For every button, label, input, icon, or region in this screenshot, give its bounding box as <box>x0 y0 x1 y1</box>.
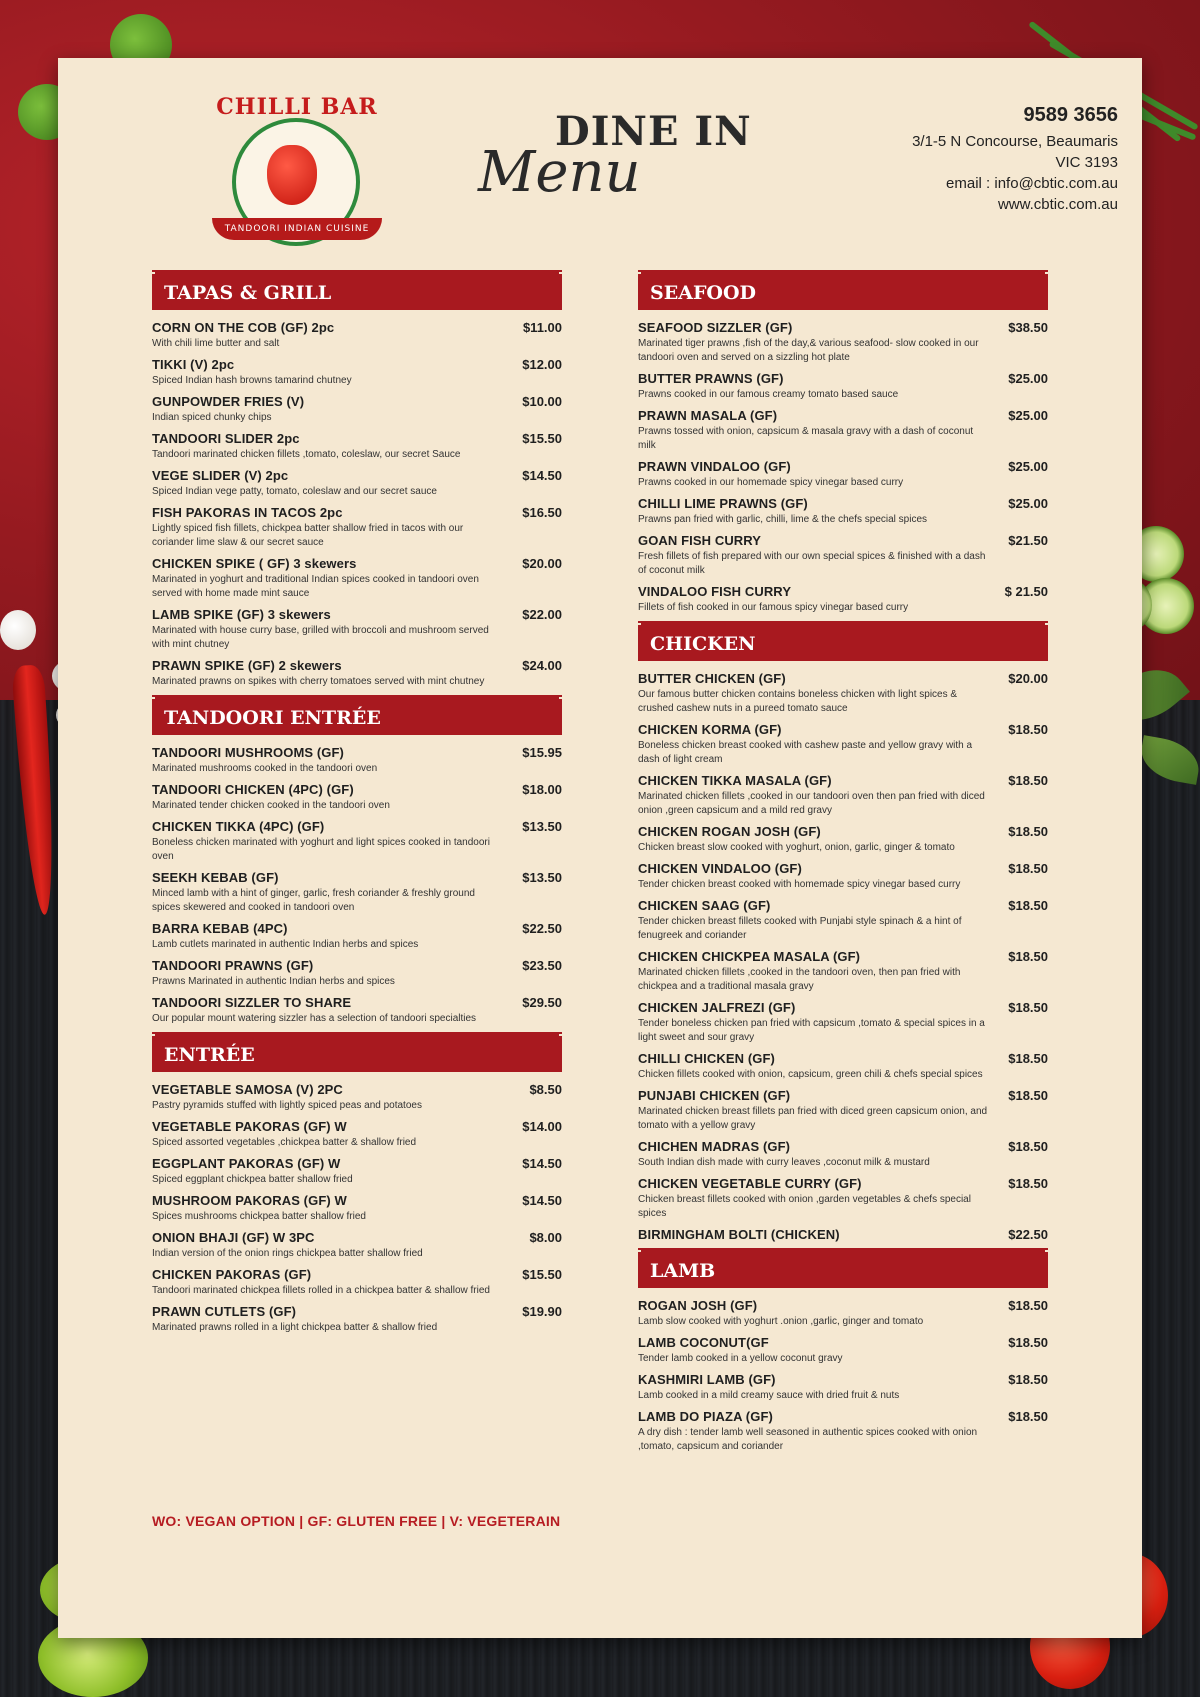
menu-item-row <box>638 1409 1048 1424</box>
menu-item-price: $19.90 <box>522 1304 562 1319</box>
menu-item-price: $25.00 <box>1008 496 1048 511</box>
menu-item-price: $22.50 <box>1008 1227 1048 1242</box>
menu-item <box>152 782 562 813</box>
menu-item-name: TANDOORI SLIDER 2pc <box>152 431 300 446</box>
menu-item-description: Prawns cooked in our homemade spicy vinegar based curry <box>638 477 904 488</box>
menu-item <box>152 431 562 462</box>
menu-item-row <box>638 824 1048 839</box>
menu-item-description: Lamb cooked in a mild creamy sauce with dried fruit & nuts <box>638 1390 900 1401</box>
menu-item-row <box>152 1304 562 1319</box>
brand-logo <box>212 90 402 260</box>
menu-item-name: ROGAN JOSH (GF) <box>638 1298 758 1313</box>
menu-item-description: With chili lime butter and salt <box>152 338 280 349</box>
menu-item-name: CHICKEN VINDALOO (GF) <box>638 861 802 876</box>
chili-mascot-icon <box>267 145 317 205</box>
menu-item-price: $22.50 <box>522 921 562 936</box>
menu-item-name: MUSHROOM PAKORAS (GF) W <box>152 1193 347 1208</box>
menu-item-row <box>638 1176 1048 1191</box>
menu-item-row <box>638 496 1048 511</box>
menu-item-price: $20.00 <box>1008 671 1048 686</box>
menu-item-name: CHICHEN MADRAS (GF) <box>638 1139 791 1154</box>
title-menu-script: Menu <box>478 140 641 205</box>
menu-item-row <box>638 1227 1048 1242</box>
menu-item-name: CHICKEN KORMA (GF) <box>638 722 782 737</box>
menu-item-description: Our popular mount watering sizzler has a selection of tandoori specialties <box>152 1013 477 1024</box>
menu-item-description: Prawns cooked in our famous creamy tomato based sauce <box>638 389 899 400</box>
section-heading: TAPAS & GRILL <box>152 274 562 310</box>
menu-section <box>638 625 1048 1242</box>
menu-item-description: Boneless chicken marinated with yoghurt and light spices cooked in tandoori oven <box>152 837 490 862</box>
menu-item-name: SEAFOOD SIZZLER (GF) <box>638 320 793 335</box>
address-line-1: 3/1-5 N Concourse, Beaumaris <box>912 133 1118 150</box>
menu-item-row <box>638 773 1048 788</box>
menu-item-price: $15.50 <box>522 431 562 446</box>
menu-item-price: $38.50 <box>1008 320 1048 335</box>
menu-item-description: Prawns Marinated in authentic Indian herbs and spices <box>152 976 395 987</box>
menu-item <box>638 1372 1048 1403</box>
menu-item-price: $18.50 <box>1008 1139 1048 1154</box>
menu-item <box>638 824 1048 855</box>
menu-item-price: $13.50 <box>522 870 562 885</box>
menu-item-price: $13.50 <box>522 819 562 834</box>
menu-item-row <box>638 1372 1048 1387</box>
menu-item-name: CORN ON THE COB (GF) 2pc <box>152 320 335 335</box>
menu-item-row <box>638 408 1048 423</box>
menu-item-price: $18.50 <box>1008 1000 1048 1015</box>
contact-block <box>912 104 1118 215</box>
menu-item-price: $18.50 <box>1008 1409 1048 1424</box>
menu-item <box>638 584 1048 615</box>
menu-item-name: CHICKEN PAKORAS (GF) <box>152 1267 312 1282</box>
menu-item-row <box>152 1230 562 1245</box>
menu-item-name: CHICKEN SPIKE ( GF) 3 skewers <box>152 556 357 571</box>
menu-item <box>152 468 562 499</box>
menu-item-price: $10.00 <box>522 394 562 409</box>
menu-item <box>152 394 562 425</box>
menu-item-name: TANDOORI MUSHROOMS (GF) <box>152 745 344 760</box>
menu-item-row <box>152 819 562 834</box>
menu-item-price: $18.50 <box>1008 898 1048 913</box>
menu-section <box>152 1036 562 1335</box>
menu-item-row <box>638 722 1048 737</box>
section-heading: SEAFOOD <box>638 274 1048 310</box>
menu-item-description: Marinated chicken breast fillets pan fried with diced green capsicum onion, and tomato with a yellow gravy <box>638 1106 988 1131</box>
menu-item-row <box>638 371 1048 386</box>
menu-section <box>152 699 562 1026</box>
menu-item <box>152 870 562 915</box>
menu-item-name: PUNJABI CHICKEN (GF) <box>638 1088 791 1103</box>
phone-number: 9589 3656 <box>1023 104 1118 126</box>
menu-item-row <box>152 431 562 446</box>
menu-item <box>638 1051 1048 1082</box>
menu-section <box>638 274 1048 615</box>
menu-item-row <box>152 1193 562 1208</box>
menu-item-price: $ 21.50 <box>1004 584 1048 599</box>
menu-item-price: $18.50 <box>1008 1335 1048 1350</box>
menu-item-name: VEGETABLE SAMOSA (V) 2PC <box>152 1082 343 1097</box>
menu-item <box>638 1335 1048 1366</box>
menu-item-name: LAMB COCONUT(GF <box>638 1335 769 1350</box>
menu-item-price: $18.50 <box>1008 1298 1048 1313</box>
menu-item-description: Fillets of fish cooked in our famous spicy vinegar based curry <box>638 602 909 613</box>
menu-item-description: Chicken breast fillets cooked with onion ,garden vegetables & chefs special spices <box>638 1194 971 1219</box>
menu-item-price: $25.00 <box>1008 408 1048 423</box>
menu-item-name: SEEKH KEBAB (GF) <box>152 870 279 885</box>
menu-item-price: $21.50 <box>1008 533 1048 548</box>
menu-item-row <box>152 1267 562 1282</box>
menu-item <box>152 1304 562 1335</box>
menu-item-row <box>638 861 1048 876</box>
section-heading: TANDOORI ENTRÉE <box>152 699 562 735</box>
menu-item-description: Tandoori marinated chicken fillets ,tomato, coleslaw, our secret Sauce <box>152 449 461 460</box>
menu-item-row <box>152 782 562 797</box>
menu-item-name: CHICKEN SAAG (GF) <box>638 898 771 913</box>
menu-item-price: $18.00 <box>522 782 562 797</box>
menu-item-description: Our famous butter chicken contains boneless chicken with light spices & crushed cashew nuts in a pureed tomato sauce <box>638 689 958 714</box>
menu-item-price: $8.50 <box>529 1082 562 1097</box>
menu-item-price: $12.00 <box>522 357 562 372</box>
menu-item-price: $18.50 <box>1008 1176 1048 1191</box>
menu-item <box>152 320 562 351</box>
menu-item-row <box>638 459 1048 474</box>
menu-item-row <box>152 921 562 936</box>
menu-item-name: PRAWN CUTLETS (GF) <box>152 1304 297 1319</box>
menu-item-row <box>638 1088 1048 1103</box>
menu-item <box>152 556 562 601</box>
menu-item <box>152 1230 562 1261</box>
menu-item-row <box>152 394 562 409</box>
menu-item-name: GOAN FISH CURRY <box>638 533 762 548</box>
menu-item-description: Marinated chicken fillets ,cooked in our tandoori oven then pan fried with diced onion ,green capsicum and a mild red gravy <box>638 791 985 816</box>
menu-item-description: Prawns tossed with onion, capsicum & masala gravy with a dash of coconut milk <box>638 426 974 451</box>
menu-item-description: Marinated prawns rolled in a light chickpea batter & shallow fried <box>152 1322 438 1333</box>
menu-item <box>638 1298 1048 1329</box>
menu-item-price: $11.00 <box>522 320 562 335</box>
website: www.cbtic.com.au <box>997 196 1118 213</box>
menu-item-name: EGGPLANT PAKORAS (GF) W <box>152 1156 341 1171</box>
menu-item <box>152 1119 562 1150</box>
menu-item-description: Lightly spiced fish fillets, chickpea batter shallow fried in tacos with our coriander lime slaw & our secret sauce <box>152 523 464 548</box>
menu-item-description: Indian version of the onion rings chickpea batter shallow fried <box>152 1248 423 1259</box>
menu-item-row <box>152 958 562 973</box>
menu-item-description: Tender boneless chicken pan fried with capsicum ,tomato & special spices in a light sweet and sour gravy <box>638 1018 985 1043</box>
menu-item-description: Chicken breast slow cooked with yoghurt, onion, garlic, ginger & tomato <box>638 842 955 853</box>
menu-item-row <box>638 584 1048 599</box>
menu-item-name: CHICKEN TIKKA (4PC) (GF) <box>152 819 325 834</box>
menu-item <box>638 1139 1048 1170</box>
menu-item-description: Tender chicken breast cooked with homemade spicy vinegar based curry <box>638 879 961 890</box>
menu-item-description: Boneless chicken breast cooked with cashew paste and yellow gravy with a dash of light cream <box>638 740 973 765</box>
menu-item-row <box>152 745 562 760</box>
menu-item-name: BUTTER CHICKEN (GF) <box>638 671 786 686</box>
dietary-legend: WO: VEGAN OPTION | GF: GLUTEN FREE | V: VEGETERAIN <box>152 1513 561 1529</box>
menu-item-name: CHILLI LIME PRAWNS (GF) <box>638 496 808 511</box>
menu-item-price: $18.50 <box>1008 1051 1048 1066</box>
menu-item-description: Tandoori marinated chickpea fillets rolled in a chickpea batter & shallow fried <box>152 1285 490 1296</box>
menu-item <box>152 1156 562 1187</box>
menu-item-name: VINDALOO FISH CURRY <box>638 584 792 599</box>
left-column <box>152 274 562 1345</box>
menu-item-row <box>638 949 1048 964</box>
menu-item-description: Marinated chicken fillets ,cooked in the tandoori oven, then pan fried with chickpea and a traditional masala gravy <box>638 967 961 992</box>
menu-item <box>638 722 1048 767</box>
menu-item-description: Marinated mushrooms cooked in the tandoori oven <box>152 763 378 774</box>
menu-item-name: CHICKEN ROGAN JOSH (GF) <box>638 824 821 839</box>
menu-item-price: $25.00 <box>1008 459 1048 474</box>
menu-item-price: $24.00 <box>522 658 562 673</box>
menu-item <box>638 898 1048 943</box>
email: email : info@cbtic.com.au <box>946 175 1118 192</box>
menu-item-row <box>638 898 1048 913</box>
menu-item <box>152 1267 562 1298</box>
menu-item-description: Minced lamb with a hint of ginger, garlic, fresh coriander & freshly ground spices skewered and cooked in tandoori oven <box>152 888 475 913</box>
menu-item <box>638 773 1048 818</box>
menu-item-price: $8.00 <box>529 1230 562 1245</box>
right-column <box>638 274 1048 1464</box>
menu-item-description: Lamb cutlets marinated in authentic Indian herbs and spices <box>152 939 419 950</box>
menu-item <box>638 533 1048 578</box>
menu-item <box>638 1227 1048 1242</box>
menu-item-row <box>638 1335 1048 1350</box>
menu-item-row <box>152 320 562 335</box>
menu-item <box>638 496 1048 527</box>
section-heading: LAMB <box>638 1252 1048 1288</box>
menu-item-name: PRAWN VINDALOO (GF) <box>638 459 791 474</box>
menu-item <box>638 320 1048 365</box>
menu-item <box>638 1088 1048 1133</box>
menu-item-row <box>638 1298 1048 1313</box>
brand-name: CHILLI BAR <box>216 94 378 120</box>
menu-item-name: VEGETABLE PAKORAS (GF) W <box>152 1119 347 1134</box>
menu-item <box>152 995 562 1026</box>
menu-item-description: Marinated tender chicken cooked in the tandoori oven <box>152 800 390 811</box>
menu-item-description: Spices mushrooms chickpea batter shallow fried <box>152 1211 366 1222</box>
menu-item-price: $18.50 <box>1008 1372 1048 1387</box>
brand-tagline: TANDOORI INDIAN CUISINE <box>212 218 382 240</box>
menu-item-name: TANDOORI SIZZLER TO SHARE <box>152 995 352 1010</box>
menu-item-name: BUTTER PRAWNS (GF) <box>638 371 784 386</box>
menu-item-row <box>152 1119 562 1134</box>
menu-item <box>638 671 1048 716</box>
menu-item-row <box>152 1082 562 1097</box>
menu-item-description: South Indian dish made with curry leaves ,coconut milk & mustard <box>638 1157 930 1168</box>
menu-item-price: $18.50 <box>1008 949 1048 964</box>
menu-item <box>152 921 562 952</box>
menu-item-name: LAMB DO PIAZA (GF) <box>638 1409 773 1424</box>
menu-item-description: Marinated prawns on spikes with cherry tomatoes served with mint chutney <box>152 676 485 687</box>
menu-item <box>638 1176 1048 1221</box>
menu-item <box>638 1409 1048 1454</box>
menu-item-name: TIKKI (V) 2pc <box>152 357 235 372</box>
menu-item-row <box>638 1051 1048 1066</box>
menu-item-name: TANDOORI PRAWNS (GF) <box>152 958 314 973</box>
garlic-icon <box>0 610 36 650</box>
menu-item <box>638 408 1048 453</box>
menu-item-description: Spiced assorted vegetables ,chickpea batter & shallow fried <box>152 1137 417 1148</box>
menu-item-price: $23.50 <box>522 958 562 973</box>
menu-section <box>638 1252 1048 1454</box>
menu-item-row <box>152 1156 562 1171</box>
menu-item-row <box>638 1000 1048 1015</box>
menu-item-name: BIRMINGHAM BOLTI (CHICKEN) <box>638 1227 840 1242</box>
menu-item-price: $22.00 <box>522 607 562 622</box>
menu-item-row <box>152 658 562 673</box>
menu-item-price: $18.50 <box>1008 722 1048 737</box>
menu-item-row <box>152 607 562 622</box>
menu-item-name: PRAWN MASALA (GF) <box>638 408 778 423</box>
menu-item-row <box>152 556 562 571</box>
menu-item-price: $14.50 <box>522 468 562 483</box>
menu-item-description: Fresh fillets of fish prepared with our own special spices & finished with a dash of coconut milk <box>638 551 986 576</box>
menu-item-price: $18.50 <box>1008 773 1048 788</box>
menu-item <box>152 745 562 776</box>
menu-item <box>152 607 562 652</box>
menu-item-description: Spiced Indian hash browns tamarind chutney <box>152 375 352 386</box>
menu-item <box>152 819 562 864</box>
menu-item-price: $15.95 <box>522 745 562 760</box>
menu-item-description: Marinated tiger prawns ,fish of the day,& various seafood- slow cooked in our tandoori oven and served on a sizzling hot plate <box>638 338 979 363</box>
menu-item <box>638 861 1048 892</box>
menu-item-row <box>152 505 562 520</box>
menu-section <box>152 274 562 689</box>
menu-item <box>638 949 1048 994</box>
menu-item <box>152 958 562 989</box>
menu-item-description: Marinated in yoghurt and traditional Indian spices cooked in tandoori oven served with home made mint sauce <box>152 574 479 599</box>
menu-item-name: CHICKEN VEGETABLE CURRY (GF) <box>638 1176 862 1191</box>
menu-item-name: LAMB SPIKE (GF) 3 skewers <box>152 607 331 622</box>
menu-item <box>152 658 562 689</box>
menu-item <box>152 1193 562 1224</box>
menu-item <box>638 371 1048 402</box>
menu-item-price: $16.50 <box>522 505 562 520</box>
menu-item-name: CHICKEN JALFREZI (GF) <box>638 1000 796 1015</box>
menu-item-name: CHICKEN TIKKA MASALA (GF) <box>638 773 832 788</box>
section-heading: ENTRÉE <box>152 1036 562 1072</box>
menu-item-price: $14.50 <box>522 1156 562 1171</box>
menu-item-description: Spiced eggplant chickpea batter shallow fried <box>152 1174 353 1185</box>
menu-item-name: PRAWN SPIKE (GF) 2 skewers <box>152 658 342 673</box>
menu-item-name: FISH PAKORAS IN TACOS 2pc <box>152 505 343 520</box>
menu-item-description: Prawns pan fried with garlic, chilli, lime & the chefs special spices <box>638 514 928 525</box>
menu-item <box>638 459 1048 490</box>
title-dine-in: DINE IN <box>555 108 752 155</box>
menu-item-row <box>152 995 562 1010</box>
menu-item <box>152 1082 562 1113</box>
menu-item-name: KASHMIRI LAMB (GF) <box>638 1372 776 1387</box>
menu-item-name: ONION BHAJI (GF) W 3PC <box>152 1230 315 1245</box>
menu-item <box>638 1000 1048 1045</box>
address-line-2: VIC 3193 <box>1055 154 1118 171</box>
menu-item-name: CHICKEN CHICKPEA MASALA (GF) <box>638 949 861 964</box>
menu-item-description: A dry dish : tender lamb well seasoned in authentic spices cooked with onion ,tomato, capsicum and coriander <box>638 1427 978 1452</box>
menu-item-price: $29.50 <box>522 995 562 1010</box>
menu-item-row <box>638 533 1048 548</box>
menu-item <box>152 357 562 388</box>
menu-item-description: Marinated with house curry base, grilled with broccoli and mushroom served with mint chutney <box>152 625 489 650</box>
menu-item-row <box>638 1139 1048 1154</box>
menu-item <box>152 505 562 550</box>
menu-item-name: TANDOORI CHICKEN (4PC) (GF) <box>152 782 354 797</box>
menu-item-price: $18.50 <box>1008 861 1048 876</box>
menu-item-description: Lamb slow cooked with yoghurt .onion ,garlic, ginger and tomato <box>638 1316 924 1327</box>
menu-item-description: Spiced Indian vege patty, tomato, coleslaw and our secret sauce <box>152 486 437 497</box>
menu-item-row <box>638 671 1048 686</box>
menu-item-price: $15.50 <box>522 1267 562 1282</box>
menu-item-price: $18.50 <box>1008 824 1048 839</box>
menu-item-description: Chicken fillets cooked with onion, capsicum, green chili & chefs special spices <box>638 1069 983 1080</box>
menu-item-price: $18.50 <box>1008 1088 1048 1103</box>
menu-item-price: $14.50 <box>522 1193 562 1208</box>
menu-item-description: Indian spiced chunky chips <box>152 412 272 423</box>
menu-item-price: $20.00 <box>522 556 562 571</box>
section-heading: CHICKEN <box>638 625 1048 661</box>
menu-item-name: VEGE SLIDER (V) 2pc <box>152 468 289 483</box>
menu-item-name: CHILLI CHICKEN (GF) <box>638 1051 775 1066</box>
menu-item-row <box>152 468 562 483</box>
menu-item-description: Tender chicken breast fillets cooked with Punjabi style spinach & a hint of fenugreek and coriander <box>638 916 962 941</box>
menu-item-row <box>638 320 1048 335</box>
menu-item-price: $14.00 <box>522 1119 562 1134</box>
menu-item-row <box>152 870 562 885</box>
menu-item-description: Pastry pyramids stuffed with lightly spiced peas and potatoes <box>152 1100 422 1111</box>
menu-item-description: Tender lamb cooked in a yellow coconut gravy <box>638 1353 843 1364</box>
menu-item-row <box>152 357 562 372</box>
menu-item-price: $25.00 <box>1008 371 1048 386</box>
menu-item-name: GUNPOWDER FRIES (V) <box>152 394 305 409</box>
menu-item-name: BARRA KEBAB (4PC) <box>152 921 288 936</box>
